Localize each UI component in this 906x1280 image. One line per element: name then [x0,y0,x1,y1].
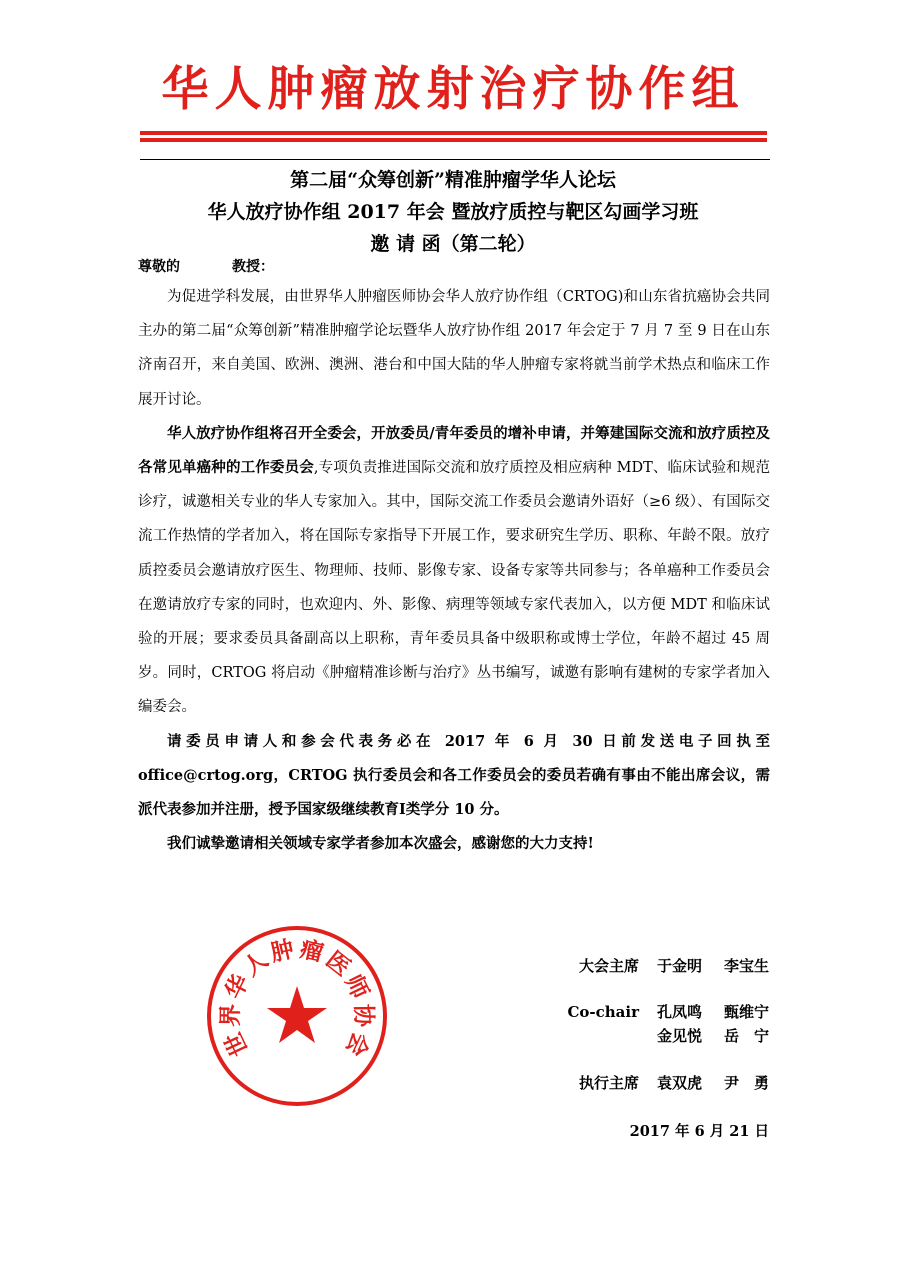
exec-chair-signature [579,1071,769,1095]
header-divider [140,159,770,160]
title-line-1: 第二届“众筹创新”精准肿瘤学华人论坛 [290,169,616,191]
association-stamp [205,924,389,1108]
stamp-char: 肿 [268,936,297,967]
letter-date: 2017 年 6 月 21 日 [629,1123,769,1140]
stamp-char: 华 [220,970,255,1004]
greeting-salutation: 尊敬的 [138,259,180,275]
chair-label: 大会主席 [578,957,639,975]
letter-body [138,280,770,861]
exec-name-1: 袁双虎 [656,1074,702,1092]
paragraph-3: 请委员申请人和参会代表务必在 2017 年 6 月 30 日前发送电子回执至office@crtog.org，CRTOG 执行委员会和各工作委员会的委员若确有事由不能出席会议，需派代表参加并注册，授予国家级继续教育Ⅰ类学分 10 分。 [138,732,770,819]
stamp-char: 瘤 [297,936,326,967]
chair-name-1: 于金明 [656,957,702,975]
greeting-title: 教授： [232,259,274,275]
paragraph-2-rest: ,专项负责推进国际交流和放疗质控及相应病种 MDT、临床试验和规范诊疗，诚邀相关专业的华人专家加入。其中，国际交流工作委员会邀请外语好（≥6 级）、有国际交流工作热情的学者加入，将在国际专家指导下开展工作，要求研究生学历、职称、年龄不限。放疗质控委员会邀请放疗医生、物理师、技师、影像专家、设备专家等共同参与；各单癌种工作委员会在邀请放疗专家的同时，也欢迎内、外、影像、病理等领域专家代表加入，以方便 MDT 和临床试验的开展；要求委员具备副高以上职称，青年委员具备中级职称或博士学位，年龄不超过 45 周岁。同时，CRTOG 将启动《肿瘤精准诊断与治疗》丛书编写，诚邀有影响有建树的专家学者加入编委会。 [138,460,770,716]
letterhead-rule-bottom [140,138,767,142]
cochair-name-1: 孔凤鸣 [656,1003,702,1021]
stamp-char: 界 [217,1003,245,1028]
exec-label: 执行主席 [578,1074,639,1092]
title-line-3: 邀 请 函（第二轮） [370,233,536,255]
cochair-name-2: 甄维宁 [723,1003,769,1021]
greeting [138,256,274,276]
chair-signature [579,954,769,978]
letterhead-rule-top [140,131,767,135]
chair-name-2: 李宝生 [723,957,769,975]
paragraph-2-bold: 华人放疗协作组将召开全委会，开放委员/青年委员的增补申请，并筹建国际交流和放疗质控及各常见单癌种的工作委员会 [138,424,770,477]
stamp-char: 会 [340,1027,374,1060]
cochair-name-3: 金见悦 [656,1027,702,1045]
stamp-char: 师 [339,970,374,1004]
paragraph-4: 我们诚挚邀请相关领域专家学者参加本次盛会，感谢您的大力支持! [167,835,594,853]
exec-name-2: 尹 勇 [723,1074,769,1092]
stamp-char: 世 [220,1027,254,1060]
cochair-label: Co-chair [567,1003,639,1021]
paragraph-2 [138,417,770,725]
cochair-name-4: 岳 宁 [723,1027,769,1045]
cochair-signature [567,1000,769,1048]
stamp-char: 人 [239,946,274,982]
star-icon [267,986,327,1043]
stamp-char: 医 [320,946,355,982]
document-titles [0,164,906,260]
stamp-char: 协 [349,1003,377,1028]
title-line-2: 华人放疗协作组 2017 年会 暨放疗质控与靶区勾画学习班 [207,201,699,223]
letterhead-title: 华人肿瘤放射治疗协作组 [161,62,745,117]
paragraph-1: 为促进学科发展，由世界华人肿瘤医师协会华人放疗协作组（CRTOG)和山东省抗癌协会共同主办的第二届“众筹创新”精准肿瘤学论坛暨华人放疗协作组 2017 年会定于 7 月 7 至 9 日在山东济南召开，来自美国、欧洲、澳洲、港台和中国大陆的华人肿瘤专家将就当前学术热点和临床工作展开讨论。 [138,289,770,408]
